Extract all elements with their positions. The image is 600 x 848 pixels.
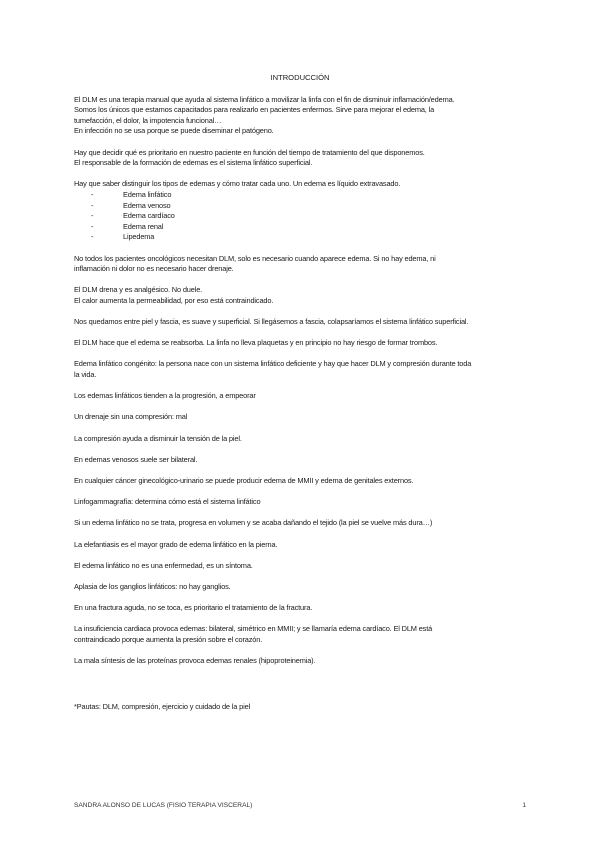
list-item-label: Edema cardíaco <box>123 211 175 221</box>
edema-types-list <box>74 190 526 243</box>
bullet-marker: - <box>91 200 94 210</box>
text-line: El calor aumenta la permeabilidad, por eso está contraindicado. <box>74 295 274 305</box>
list-item-label: Lipedema <box>123 232 155 242</box>
list-item-label: Edema venoso <box>123 200 171 210</box>
page-title: INTRODUCCIÓN <box>270 73 330 82</box>
bullet-marker: - <box>91 211 94 221</box>
text-line: tumefacción, el dolor, la impotencia funcional… <box>74 115 222 125</box>
paragraph <box>74 338 526 349</box>
text-line: Somos los únicos que estamos capacitados para realizarlo en pacientes enfermos. Sirve para mejorar el edema, la <box>74 105 435 115</box>
bullet-marker: - <box>91 221 94 231</box>
document-body <box>74 73 526 677</box>
text-line: La elefantiasis es el mayor grado de edema linfático en la pierna. <box>74 539 278 549</box>
paragraph <box>74 95 526 137</box>
bullet-marker: - <box>91 232 94 242</box>
text-line: Si un edema linfático no se trata, progresa en volumen y se acaba dañando el tejido (la piel se vuelve más dura…) <box>74 518 433 528</box>
list-item-label: Edema linfático <box>123 189 172 199</box>
paragraph <box>74 476 526 487</box>
text-line: En infección no se usa porque se puede diseminar el patógeno. <box>74 126 274 136</box>
text-line: Hay que saber distinguir los tipos de edemas y cómo tratar cada uno. Un edema es líquido extravasado. <box>74 179 401 189</box>
text-line: El edema linfático no es una enfermedad, es un síntoma. <box>74 560 253 570</box>
paragraph <box>74 391 526 402</box>
list-item-label: Edema renal <box>123 221 164 231</box>
text-line: la vida. <box>74 370 97 380</box>
text-line: La mala síntesis de las proteínas provoca edemas renales (hipoproteinemia). <box>74 656 316 666</box>
list-item <box>74 222 526 233</box>
paragraph <box>74 603 526 614</box>
list-item <box>74 190 526 201</box>
text-line: Nos quedamos entre piel y fascia, es suave y superficial. Si llegásemos a fascia, colapsaríamos el sistema linfático superficial. <box>74 317 469 327</box>
footer-author: SANDRA ALONSO DE LUCAS (FISIO TERAPIA VISCERAL) <box>74 802 253 809</box>
text-line: El DLM es una terapia manual que ayuda al sistema linfático a movilizar la linfa con el fin de disminuir inflamación/edema. <box>74 94 455 104</box>
notes-paragraphs <box>74 254 526 667</box>
intro-paragraphs <box>74 95 526 190</box>
text-line: Hay que decidir qué es prioritario en nuestro paciente en función del tiempo de tratamiento del que disponemos. <box>74 147 425 157</box>
paragraph <box>74 497 526 508</box>
paragraph <box>74 412 526 423</box>
page-number: 1 <box>522 802 526 809</box>
bullet-marker: - <box>91 189 94 199</box>
text-line: El DLM drena y es analgésico. No duele. <box>74 285 203 295</box>
list-item <box>74 201 526 212</box>
paragraph <box>74 540 526 551</box>
text-line: La compresión ayuda a disminuir la tensión de la piel. <box>74 433 242 443</box>
paragraph <box>74 434 526 445</box>
text-line: Linfogammagrafía: determina cómo está el sistema linfático <box>74 497 261 507</box>
paragraph <box>74 656 526 667</box>
paragraph <box>74 317 526 328</box>
text-line: El DLM hace que el edema se reabsorba. La linfa no lleva plaquetas y en principio no hay riesgo de formar trombos. <box>74 338 438 348</box>
footnote: *Pautas: DLM, compresión, ejercicio y cuidado de la piel <box>74 702 251 711</box>
text-line: En una fractura aguda, no se toca, es prioritario el tratamiento de la fractura. <box>74 603 313 613</box>
text-line: La insuficiencia cardiaca provoca edemas: bilateral, simétrico en MMII; y se llamaría edema cardíaco. El DLM está <box>74 624 433 634</box>
text-line: Aplasia de los ganglios linfáticos: no hay ganglios. <box>74 581 231 591</box>
paragraph <box>74 561 526 572</box>
text-line: Un drenaje sin una compresión: mal <box>74 412 188 422</box>
paragraph <box>74 518 526 529</box>
text-line: inflamación ni dolor no es necesario hacer drenaje. <box>74 264 234 274</box>
text-line: No todos los pacientes oncológicos necesitan DLM, solo es necesario cuando aparece edema. Si no hay edema, ni <box>74 253 436 263</box>
text-line: En edemas venosos suele ser bilateral. <box>74 454 198 464</box>
paragraph <box>74 179 526 190</box>
text-line: En cualquier cáncer ginecológico-urinario se puede producir edema de MMII y edema de genitales externos. <box>74 475 414 485</box>
text-line: El responsable de la formación de edemas es el sistema linfático superficial. <box>74 158 313 168</box>
paragraph <box>74 624 526 645</box>
paragraph <box>74 455 526 466</box>
paragraph <box>74 285 526 306</box>
list-item <box>74 232 526 243</box>
paragraph <box>74 582 526 593</box>
page-footer <box>74 802 526 814</box>
paragraph <box>74 359 526 380</box>
text-line: Los edemas linfáticos tienden a la progresión, a empeorar <box>74 391 256 401</box>
list-item <box>74 211 526 222</box>
text-line: contraindicado porque aumenta la presión sobre el corazón. <box>74 634 263 644</box>
text-line: Edema linfático congénito: la persona nace con un sistema linfático deficiente y hay que hacer DLM y compresión durante toda <box>74 359 472 369</box>
paragraph <box>74 148 526 169</box>
paragraph <box>74 254 526 275</box>
